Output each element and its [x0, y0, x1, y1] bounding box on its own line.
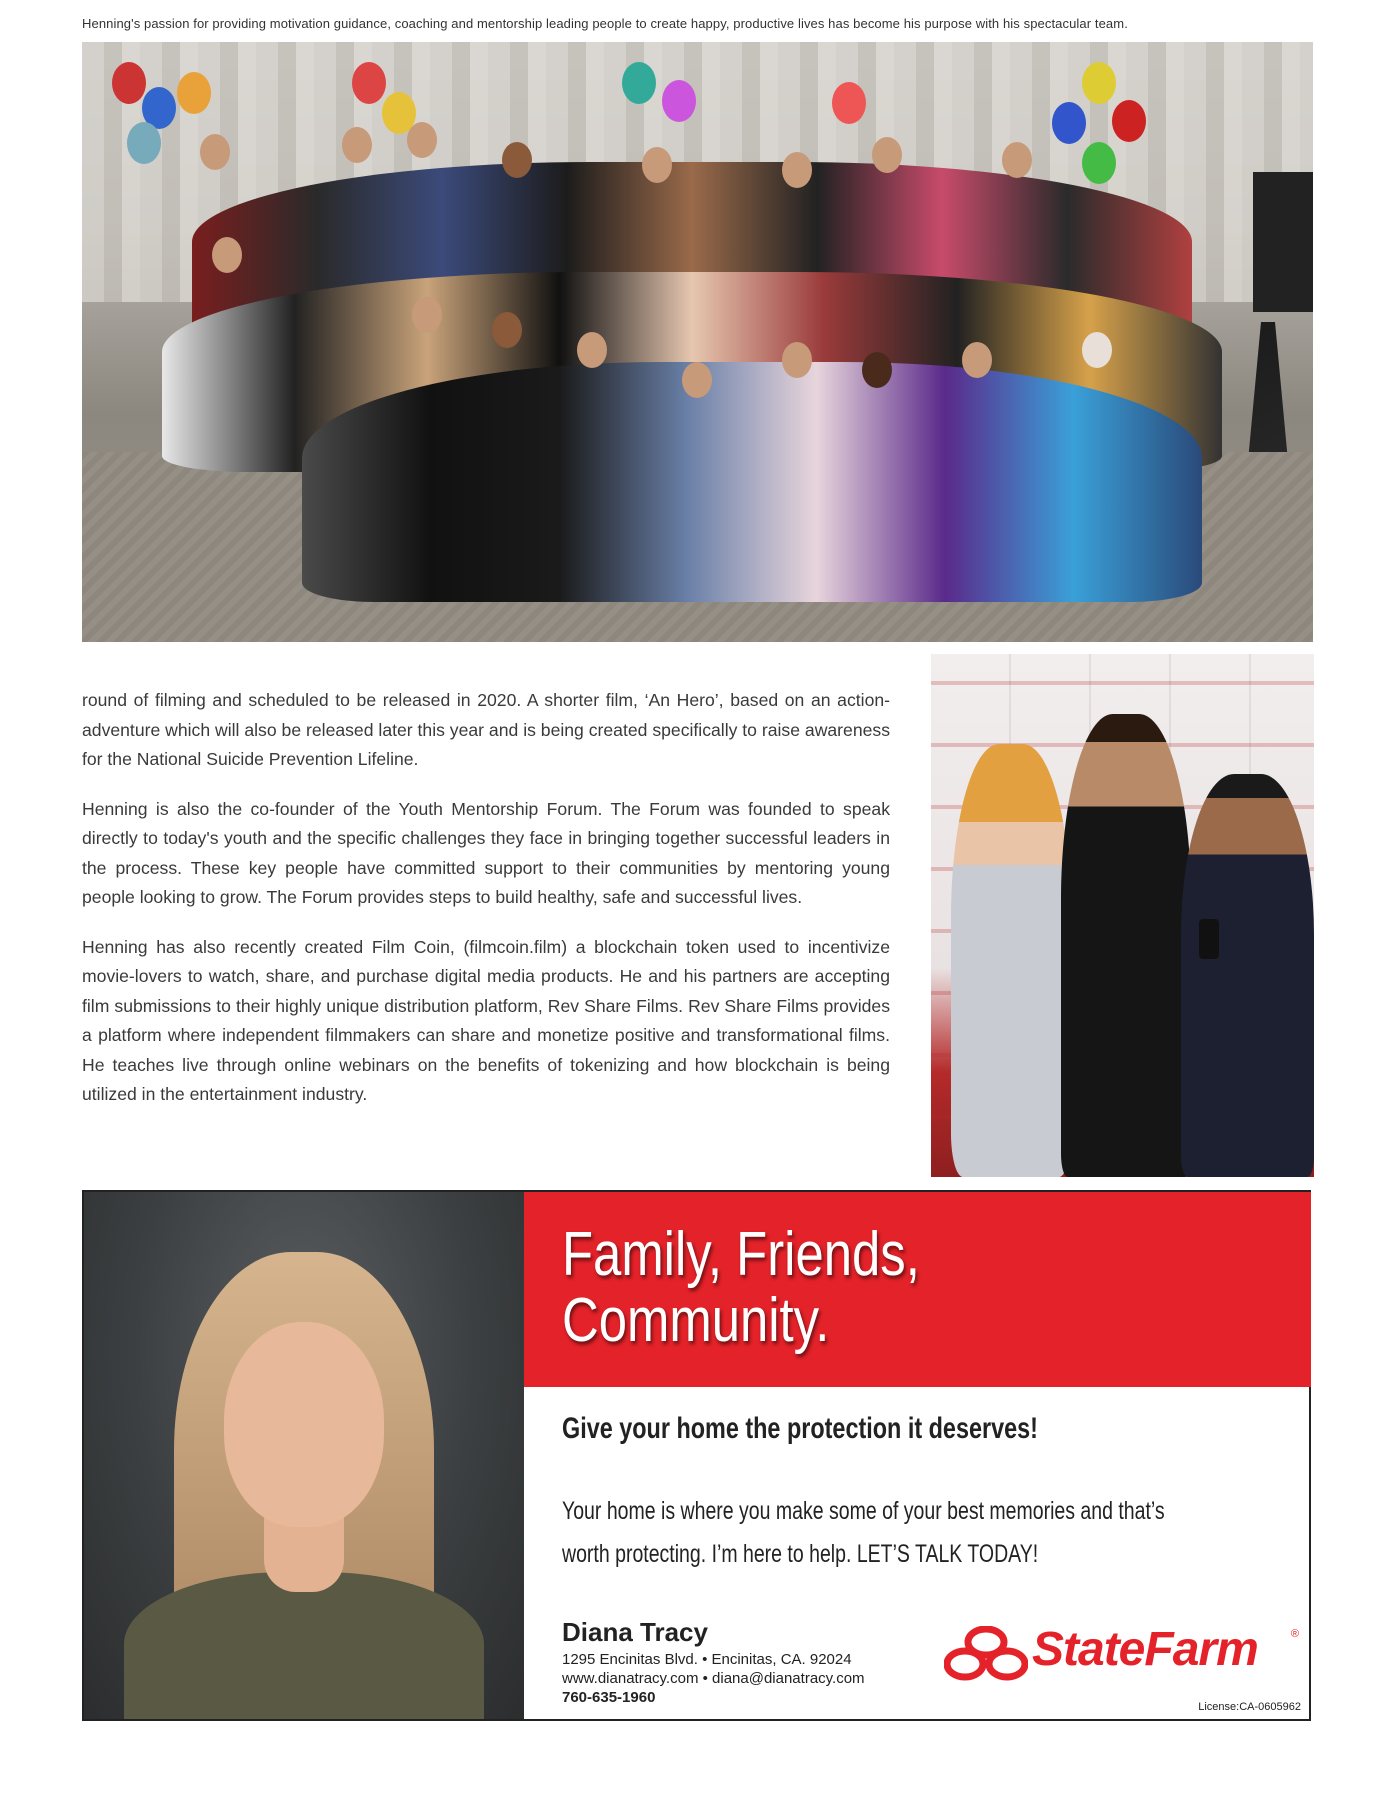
- balloon: [127, 122, 161, 164]
- paragraph: round of filming and scheduled to be released in 2020. A shorter film, ‘An Hero’, based on an action-adventure which will also be released later this year and is being created specifically to raise awareness for the National Suicide Prevention Lifeline.: [82, 690, 890, 769]
- portrait-face: [224, 1322, 384, 1527]
- headline-line: Community.: [562, 1286, 830, 1355]
- photo-caption: Henning's passion for providing motivation guidance, coaching and mentorship leading people to create happy, productive lives has become his purpose with his spectacular team.: [82, 16, 1128, 31]
- balloon: [832, 82, 866, 124]
- article-body: [82, 686, 890, 1130]
- ad-tagline: Give your home the protection it deserves!: [562, 1412, 1038, 1445]
- person-head: [782, 342, 812, 378]
- balloon: [1052, 102, 1086, 144]
- man-in-tuxedo: [1061, 714, 1191, 1177]
- registered-mark: ®: [1290, 1628, 1299, 1640]
- person-head: [212, 237, 242, 273]
- portrait-jacket: [124, 1572, 484, 1719]
- balloon: [112, 62, 146, 104]
- copy-line: Your home is where you make some of your best memories and that’s: [562, 1497, 1165, 1525]
- headline-line: Family, Friends,: [562, 1220, 920, 1289]
- three-ovals-icon: [944, 1626, 1028, 1682]
- license-number: License:CA-0605962: [1198, 1701, 1301, 1713]
- person-head: [872, 137, 902, 173]
- state-farm-logo: [944, 1624, 1299, 1684]
- person-head: [577, 332, 607, 368]
- microphone-icon: [1199, 919, 1219, 959]
- person-head: [502, 142, 532, 178]
- ad-copy: [562, 1490, 1202, 1576]
- balloon: [1112, 100, 1146, 142]
- group-photo: [82, 42, 1313, 642]
- person-head: [342, 127, 372, 163]
- person-head: [407, 122, 437, 158]
- interviewer: [1181, 774, 1314, 1177]
- balloon: [622, 62, 656, 104]
- balloon: [1082, 142, 1116, 184]
- person-head: [1002, 142, 1032, 178]
- speaker: [1253, 172, 1313, 312]
- person-head: [200, 134, 230, 170]
- agent-portrait: [84, 1192, 524, 1719]
- person-head: [962, 342, 992, 378]
- person-head: [642, 147, 672, 183]
- red-carpet-photo: [931, 654, 1314, 1177]
- woman-in-gown: [951, 744, 1071, 1177]
- person-head: [492, 312, 522, 348]
- agent-phone[interactable]: 760-635-1960: [562, 1689, 656, 1706]
- paragraph: Henning is also the co-founder of the Youth Mentorship Forum. The Forum was founded to speak directly to today's youth and the specific challenges they face in bringing together successful leaders in the process. These key people have committed support to their communities by mentoring young people looking to grow. The Forum provides steps to build healthy, safe and successful lives.: [82, 798, 890, 907]
- ad-headline: [562, 1222, 1152, 1354]
- person-head: [782, 152, 812, 188]
- paragraph: Henning has also recently created Film Coin, (filmcoin.film) a blockchain token used to incentivize movie-lovers to watch, share, and purchase digital media products. He and his partners are accepting film submissions to their highly unique distribution platform, Rev Share Films. Rev Share Films provides a platform where independent filmmakers can share and monetize positive and transformational films. He teaches live through online webinars on the benefits of tokenizing and how blockchain is being utilized in the entertainment industry.: [82, 936, 890, 1104]
- balloon: [352, 62, 386, 104]
- agent-name: Diana Tracy: [562, 1617, 708, 1647]
- agent-web-email[interactable]: www.dianatracy.com • diana@dianatracy.com: [562, 1670, 865, 1687]
- person-head: [1082, 332, 1112, 368]
- person-head: [862, 352, 892, 388]
- balloon: [1082, 62, 1116, 104]
- balloon: [662, 80, 696, 122]
- balloon: [177, 72, 211, 114]
- copy-line: worth protecting. I’m here to help. LET’S TALK TODAY!: [562, 1540, 1039, 1568]
- person-head: [682, 362, 712, 398]
- agent-address: 1295 Encinitas Blvd. • Encinitas, CA. 92024: [562, 1651, 852, 1668]
- crowd-front: [302, 362, 1202, 602]
- state-farm-ad: [82, 1190, 1311, 1721]
- brand-wordmark: StateFarm: [1032, 1623, 1258, 1676]
- person-head: [412, 297, 442, 333]
